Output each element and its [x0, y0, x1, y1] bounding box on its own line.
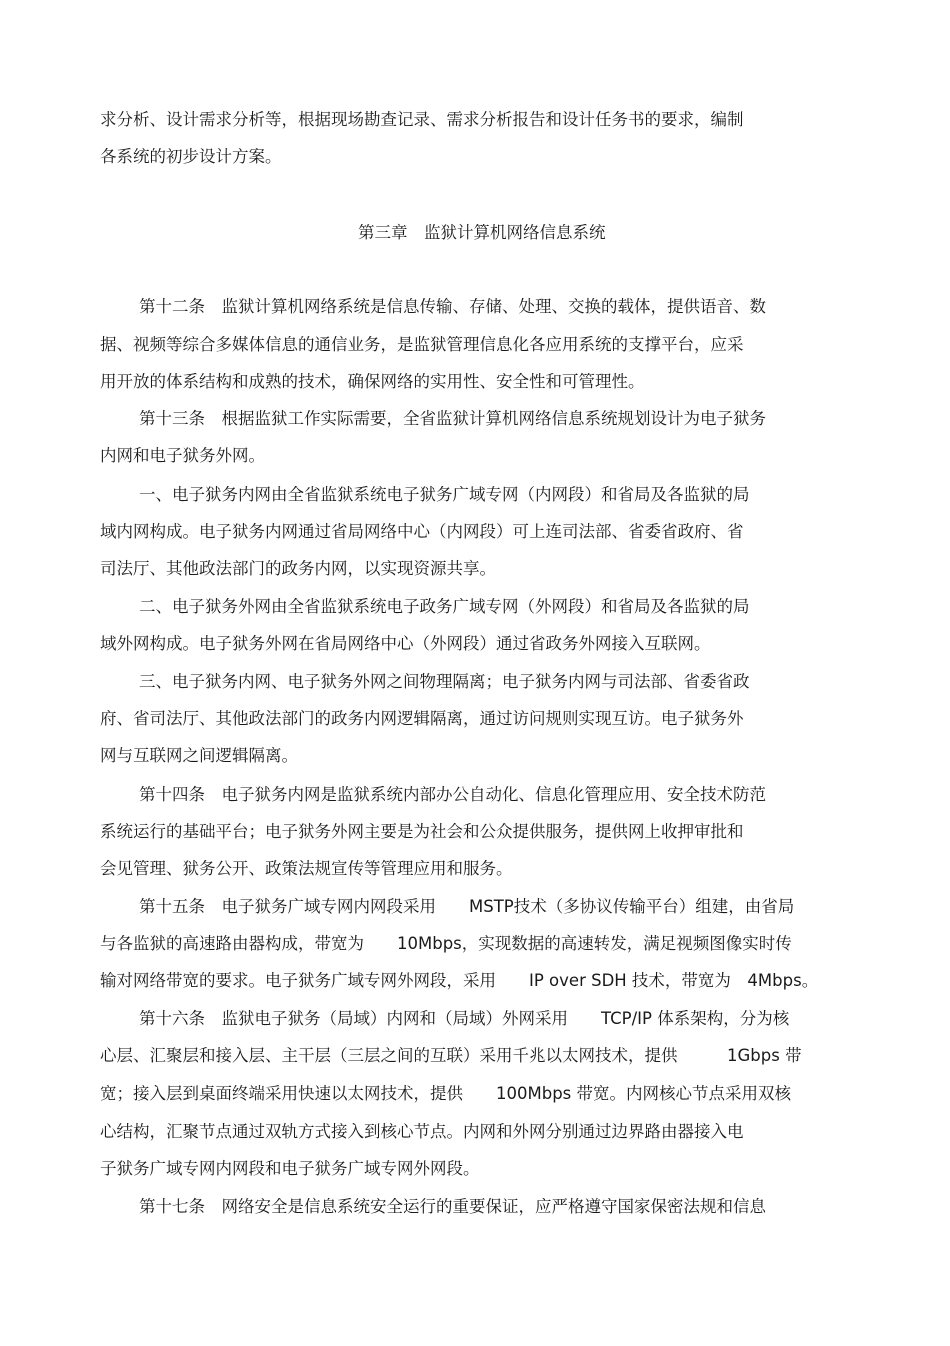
paragraph-line: 据、视频等综合多媒体信息的通信业务，是监狱管理信息化各应用系统的支撑平台，应采 — [100, 335, 744, 354]
paragraph-line: 心层、汇聚层和接入层、主干层（三层之间的互联）采用千兆以太网技术，提供 1Gbps 带 — [100, 1046, 802, 1065]
paragraph-line: 第十四条 电子狱务内网是监狱系统内部办公自动化、信息化管理应用、安全技术防范 — [139, 785, 766, 804]
paragraph-line: 输对网络带宽的要求。电子狱务广域专网外网段，采用 IP over SDH 技术，带宽为 4Mbps。 — [100, 971, 819, 990]
paragraph-line: 网与互联网之间逻辑隔离。 — [100, 746, 298, 765]
paragraph-line: 二、电子狱务外网由全省监狱系统电子政务广域专网（外网段）和省局及各监狱的局 — [139, 597, 750, 616]
paragraph-line: 会见管理、狱务公开、政策法规宣传等管理应用和服务。 — [100, 859, 513, 878]
paragraph-line: 宽；接入层到桌面终端采用快速以太网技术，提供 100Mbps 带宽。内网核心节点采用双核 — [100, 1084, 792, 1103]
paragraph-line: 与各监狱的高速路由器构成，带宽为 10Mbps，实现数据的高速转发，满足视频图像实时传 — [100, 934, 792, 953]
paragraph-line: 府、省司法厅、其他政法部门的政务内网逻辑隔离，通过访问规则实现互访。电子狱务外 — [100, 709, 744, 728]
paragraph-line: 一、电子狱务内网由全省监狱系统电子狱务广域专网（内网段）和省局及各监狱的局 — [139, 485, 750, 504]
paragraph-line: 各系统的初步设计方案。 — [100, 147, 282, 166]
paragraph-line: 用开放的体系结构和成熟的技术，确保网络的实用性、安全性和可管理性。 — [100, 372, 645, 391]
paragraph-line: 司法厅、其他政法部门的政务内网，以实现资源共享。 — [100, 559, 496, 578]
paragraph-line: 域外网构成。电子狱务外网在省局网络中心（外网段）通过省政务外网接入互联网。 — [100, 634, 711, 653]
paragraph-line: 子狱务广域专网内网段和电子狱务广域专网外网段。 — [100, 1159, 480, 1178]
paragraph-line: 内网和电子狱务外网。 — [100, 446, 265, 465]
paragraph-line: 第十二条 监狱计算机网络系统是信息传输、存储、处理、交换的载体，提供语音、数 — [139, 297, 766, 316]
paragraph-line: 三、电子狱务内网、电子狱务外网之间物理隔离；电子狱务内网与司法部、省委省政 — [139, 672, 750, 691]
paragraph-line: 第十六条 监狱电子狱务（局域）内网和（局域）外网采用 TCP/IP 体系架构，分为核 — [139, 1009, 790, 1028]
paragraph-line: 求分析、设计需求分析等，根据现场勘查记录、需求分析报告和设计任务书的要求，编制 — [100, 110, 744, 129]
paragraph-line: 域内网构成。电子狱务内网通过省局网络中心（内网段）可上连司法部、省委省政府、省 — [100, 522, 744, 541]
paragraph-line: 心结构，汇聚节点通过双轨方式接入到核心节点。内网和外网分别通过边界路由器接入电 — [100, 1122, 744, 1141]
paragraph-line: 第十七条 网络安全是信息系统安全运行的重要保证，应严格遵守国家保密法规和信息 — [139, 1197, 766, 1216]
paragraph-line: 系统运行的基础平台；电子狱务外网主要是为社会和公众提供服务，提供网上收押审批和 — [100, 822, 744, 841]
paragraph-line: 第十五条 电子狱务广域专网内网段采用 MSTP技术（多协议传输平台）组建，由省局 — [139, 897, 795, 916]
chapter-heading: 第三章 监狱计算机网络信息系统 — [358, 223, 606, 242]
paragraph-line: 第十三条 根据监狱工作实际需要，全省监狱计算机网络信息系统规划设计为电子狱务 — [139, 409, 766, 428]
